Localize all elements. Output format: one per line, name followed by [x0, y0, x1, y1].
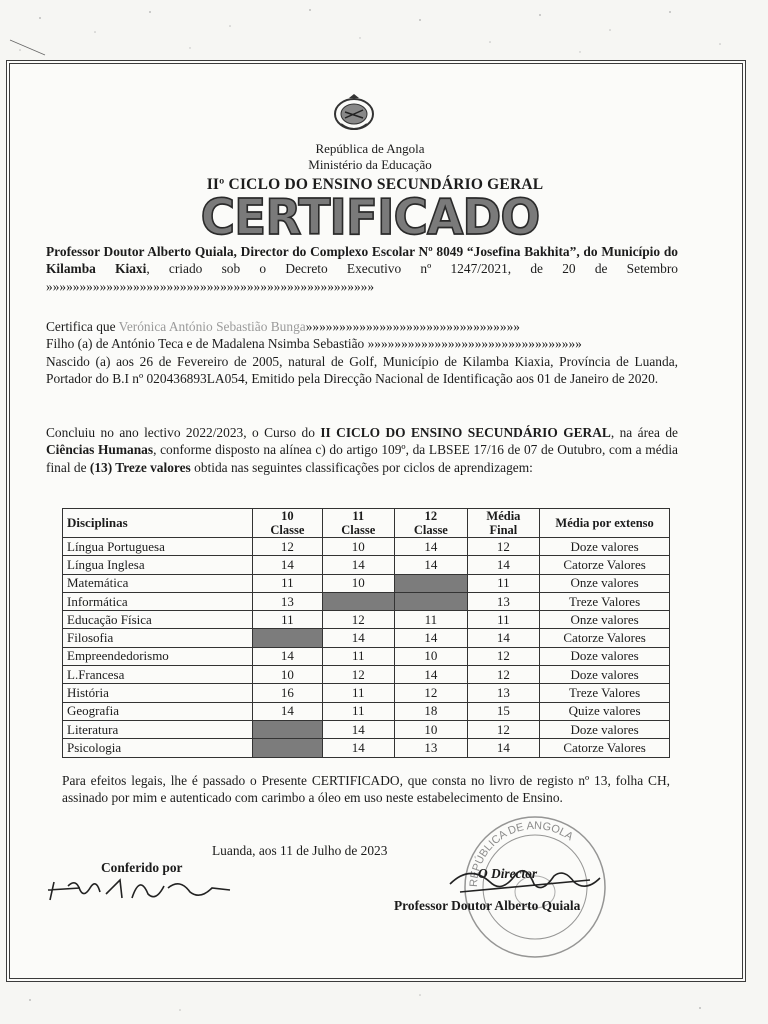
cell-class-12: 10	[395, 720, 468, 738]
cell-class-12: 11	[395, 611, 468, 629]
header-class-11-number: 11	[352, 509, 365, 523]
cell-class-10	[253, 739, 322, 757]
cell-discipline: Literatura	[63, 720, 253, 738]
cell-extended: Onze valores	[540, 574, 670, 592]
table-row	[63, 739, 670, 757]
cell-class-12	[395, 592, 468, 610]
cell-class-10: 16	[253, 684, 322, 702]
cell-final: 12	[467, 666, 540, 684]
header-extended-average: Média por extenso	[540, 509, 670, 538]
cell-class-11: 11	[322, 702, 395, 720]
cell-class-10: 13	[253, 592, 322, 610]
cell-final: 11	[467, 574, 540, 592]
director-intro: Professor Doutor Alberto Quiala, Director do Complexo Escolar Nº 8049 “Josefina Bakhita”, do Município do Kilamba Kiaxi	[46, 244, 678, 277]
table-header-row	[63, 509, 670, 538]
cell-extended: Catorze Valores	[540, 629, 670, 647]
cell-class-11: 14	[322, 629, 395, 647]
course-area: Ciências Humanas	[46, 442, 154, 458]
cell-final: 12	[467, 720, 540, 738]
cell-class-12	[395, 574, 468, 592]
director-decree: , criado sob o Decreto Executivo nº 1247/2021, de 20 de Setembro »»»»»»»»»»»»»»»»»»»»»»»»»»»»»»»»»»»»»»»»»»»»»»»»»	[46, 261, 678, 294]
certificate-title: CERTIFICADO	[200, 188, 540, 247]
grades-table	[62, 508, 670, 758]
checked-by-label: Conferido por	[101, 860, 183, 875]
table-row	[63, 611, 670, 629]
director-paragraph	[46, 243, 678, 295]
cell-class-12: 18	[395, 702, 468, 720]
cell-discipline: Língua Inglesa	[63, 556, 253, 574]
cell-extended: Catorze Valores	[540, 739, 670, 757]
certifies-line	[46, 318, 678, 335]
student-name-fill: »»»»»»»»»»»»»»»»»»»»»»»»»»»»»»»»	[305, 319, 520, 334]
cell-class-11: 11	[322, 684, 395, 702]
table-row	[63, 702, 670, 720]
cell-extended: Doze valores	[540, 538, 670, 556]
cell-final: 15	[467, 702, 540, 720]
cell-class-10: 14	[253, 702, 322, 720]
cell-extended: Onze valores	[540, 611, 670, 629]
cycle-heading: IIº CICLO DO ENSINO SECUNDÁRIO GERAL	[206, 176, 544, 193]
cell-class-10: 14	[253, 647, 322, 665]
student-name: Verónica António Sebastião Bunga	[118, 319, 306, 334]
cell-class-12: 14	[395, 666, 468, 684]
table-row	[63, 556, 670, 574]
student-paragraph	[46, 318, 678, 406]
cell-class-12: 13	[395, 739, 468, 757]
grades-body	[63, 538, 670, 758]
table-row	[63, 592, 670, 610]
cell-class-10: 12	[253, 538, 322, 556]
table-row	[63, 538, 670, 556]
cell-class-10	[253, 720, 322, 738]
cell-class-11: 10	[322, 538, 395, 556]
cell-discipline: Psicologia	[63, 739, 253, 757]
cell-class-12: 12	[395, 684, 468, 702]
course-paragraph	[46, 424, 678, 476]
header-final-2: Final	[489, 523, 518, 537]
cell-extended: Catorze Valores	[540, 556, 670, 574]
cell-discipline: Língua Portuguesa	[63, 538, 253, 556]
header-class-12	[395, 509, 468, 538]
republic-heading: República de Angola	[315, 141, 425, 156]
cell-class-11: 10	[322, 574, 395, 592]
cell-extended: Treze Valores	[540, 684, 670, 702]
header-class-10-number: 10	[281, 509, 294, 523]
header-final-1: Média	[486, 509, 521, 523]
cell-final: 14	[467, 739, 540, 757]
course-text-1: Concluiu no ano lectivo 2022/2023, o Curso do	[46, 425, 321, 440]
table-row	[63, 684, 670, 702]
table-row	[63, 647, 670, 665]
course-text-3: , conforme disposto na alínea c) do artigo 109º, da LBSEE 17/16 de 07 de Outubro, com a média final de	[46, 442, 679, 475]
place-date: Luanda, aos 11 de Julho de 2023	[212, 843, 388, 858]
table-row	[63, 666, 670, 684]
director-signature-icon	[430, 860, 620, 900]
cell-final: 12	[467, 538, 540, 556]
cell-discipline: Educação Física	[63, 611, 253, 629]
closing-certificate: CERTIFICADO	[311, 773, 400, 788]
cell-class-12: 10	[395, 647, 468, 665]
parents-line: Filho (a) de António Teca e de Madalena Nsimba Sebastião »»»»»»»»»»»»»»»»»»»»»»»»»»»»»»»»	[46, 336, 582, 352]
cell-class-10: 11	[253, 574, 322, 592]
cell-class-12: 14	[395, 556, 468, 574]
cell-discipline: L.Francesa	[63, 666, 253, 684]
header-class-12-label: Classe	[413, 523, 448, 537]
course-cycle: II CICLO DO ENSINO SECUNDÁRIO GERAL	[320, 425, 611, 440]
cell-class-11	[322, 592, 395, 610]
closing-text-1: Para efeitos legais, lhe é passado o Presente	[62, 773, 312, 788]
closing-paragraph	[62, 772, 670, 807]
header-class-11	[322, 509, 395, 538]
table-row	[63, 720, 670, 738]
cell-class-12: 14	[395, 538, 468, 556]
cell-extended: Quize valores	[540, 702, 670, 720]
cell-final: 14	[467, 629, 540, 647]
cell-class-10: 11	[253, 611, 322, 629]
cell-final: 12	[467, 647, 540, 665]
course-text-4: obtida nas seguintes classificações por ciclos de aprendizagem:	[190, 459, 533, 475]
cell-class-12: 14	[395, 629, 468, 647]
cell-extended: Doze valores	[540, 666, 670, 684]
table-row	[63, 629, 670, 647]
cell-class-11: 14	[322, 556, 395, 574]
header-final-average	[467, 509, 540, 538]
cell-discipline: Filosofia	[63, 629, 253, 647]
stamp-text: REPÚBLICA DE ANGOLA	[467, 819, 576, 888]
birth-details: Nascido (a) aos 26 de Fevereiro de 2005, natural de Golf, Município de Kilamba Kiaxia, Província de Luanda, Portador do B.I nº 020436893LA054, Emitido pela Direcção Nacional de Identificação aos 01 de Janeiro de 2020.	[46, 353, 678, 387]
cell-class-10: 10	[253, 666, 322, 684]
cell-discipline: Matemática	[63, 574, 253, 592]
director-label: O Director	[478, 866, 538, 881]
cell-discipline: Geografia	[63, 702, 253, 720]
cell-class-10	[253, 629, 322, 647]
course-text-2: , na área de	[610, 425, 678, 440]
cell-class-10: 14	[253, 556, 322, 574]
ministry-heading: Ministério da Educação	[308, 157, 432, 172]
cell-discipline: Empreendedorismo	[63, 647, 253, 665]
course-final-grade: (13) Treze valores	[89, 459, 191, 475]
table-row	[63, 574, 670, 592]
director-name: Professor Doutor Alberto Quiala	[394, 898, 581, 913]
angola-emblem-icon	[331, 92, 377, 134]
cell-extended: Doze valores	[540, 647, 670, 665]
certifies-prefix: Certifica que	[46, 319, 119, 334]
closing-text-2: , que consta no livro de registo nº 13, folha CH, assinado por mim e autenticado com carimbo a óleo em uso neste estabelecimento de Ensino.	[62, 773, 671, 806]
checker-signature-icon	[40, 868, 240, 908]
cell-discipline: História	[63, 684, 253, 702]
cell-final: 13	[467, 592, 540, 610]
cell-final: 14	[467, 556, 540, 574]
header-class-12-number: 12	[424, 509, 438, 523]
cell-discipline: Informática	[63, 592, 253, 610]
cell-class-11: 14	[322, 720, 395, 738]
cell-final: 11	[467, 611, 540, 629]
cell-extended: Treze Valores	[540, 592, 670, 610]
cell-class-11: 12	[322, 666, 395, 684]
cell-extended: Doze valores	[540, 720, 670, 738]
header-class-10	[253, 509, 322, 538]
cell-class-11: 12	[322, 611, 395, 629]
header-class-10-label: Classe	[270, 523, 305, 537]
cell-class-11: 14	[322, 739, 395, 757]
header-discipline: Disciplinas	[63, 509, 253, 538]
cell-final: 13	[467, 684, 540, 702]
cell-class-11: 11	[322, 647, 395, 665]
header-class-11-label: Classe	[341, 523, 376, 537]
